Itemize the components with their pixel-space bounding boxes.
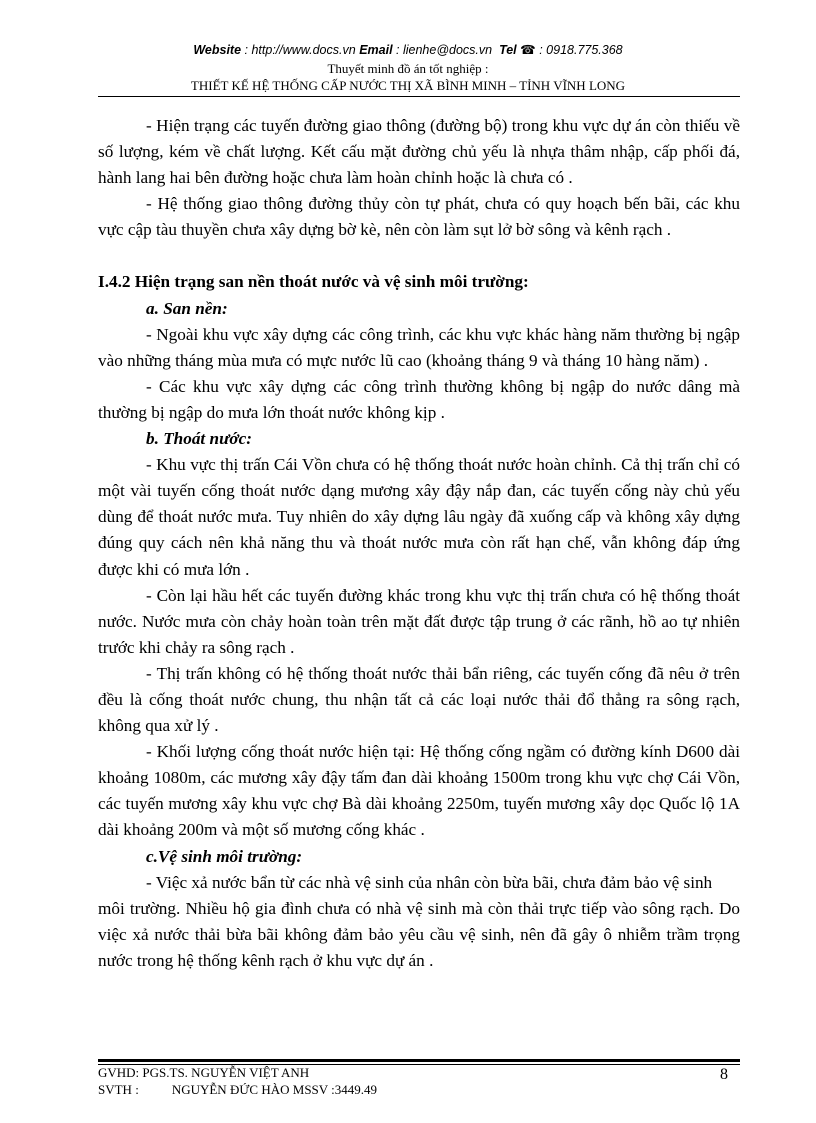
paragraph: - Thị trấn không có hệ thống thoát nước thải bẩn riêng, các tuyến cống đã nêu ở trên đều là cống thoát nước chung, thu nhận tất cả các loại nước thải đổ thẳng ra sông rạch, không qua xử lý . [98, 663, 740, 736]
footer-student-label: SVTH : [98, 1082, 139, 1097]
subheading-ve-sinh: c.Vệ sinh môi trường: [146, 846, 303, 866]
footer-student-value: NGUYỄN ĐỨC HÀO MSSV :3449.49 [171, 1082, 378, 1097]
document-body [98, 113, 740, 974]
website-banner [0, 42, 816, 57]
footer-supervisor: GVHD: PGS.TS. NGUYỄN VIỆT ANH [98, 1065, 310, 1080]
page-number: 8 [720, 1066, 728, 1083]
paragraph: - Việc xả nước bẩn từ các nhà vệ sinh của nhân còn bừa bãi, chưa đảm bảo vệ sinh [146, 872, 713, 892]
email-value[interactable]: : lienhe@docs.vn [396, 43, 493, 57]
header-title: THIẾT KẾ HỆ THỐNG CẤP NƯỚC THỊ XÃ BÌNH MINH – TỈNH VĨNH LONG [190, 78, 626, 93]
footer-student [98, 1082, 377, 1098]
phone-icon: ☎ [520, 43, 536, 57]
tel-value: : 0918.775.368 [539, 43, 623, 57]
paragraph: môi trường. Nhiều hộ gia đình chưa có nhà vệ sinh mà còn thải trực tiếp vào sông rạch. Do việc xả nước thải bừa bãi không đảm bảo yêu cầu vệ sinh, nên đã gây ô nhiễm trầm trọng nước trong hệ thống kênh rạch ở khu vực dự án . [98, 898, 740, 970]
paragraph: - Hệ thống giao thông đường thủy còn tự phát, chưa có quy hoạch bến bãi, các khu vực cập tàu thuyền chưa xây dựng bờ kè, nên còn làm sụt lở bờ sông và kênh rạch . [98, 194, 740, 240]
subheading-thoat-nuoc: b. Thoát nước: [146, 429, 252, 449]
paragraph: - Các khu vực xây dựng các công trình thường không bị ngập do nước dâng mà thường bị ngập do mưa lớn thoát nước không kịp . [98, 376, 740, 422]
website-label: Website [193, 43, 242, 57]
header-subtitle: Thuyết minh đồ án tốt nghiệp : [327, 61, 489, 76]
website-url[interactable]: : http://www.docs.vn [244, 43, 356, 57]
tel-label: Tel [499, 43, 517, 57]
header-divider [98, 96, 740, 97]
section-heading: I.4.2 Hiện trạng san nền thoát nước và vệ sinh môi trường: [98, 272, 529, 292]
email-label: Email [359, 43, 393, 57]
paragraph: - Hiện trạng các tuyến đường giao thông (đường bộ) trong khu vực dự án còn thiếu về số lượng, kém về chất lượng. Kết cấu mặt đường chủ yếu là nhựa thâm nhập, cấp phối đá, hành lang hai bên đường hoặc chưa làm hoàn chỉnh hoặc là chưa có . [98, 116, 740, 188]
footer-divider-thick [98, 1059, 740, 1062]
subheading-san-nen: a. San nền: [146, 298, 228, 318]
paragraph: - Còn lại hầu hết các tuyến đường khác trong khu vực thị trấn chưa có hệ thống thoát nước. Nước mưa còn chảy hoàn toàn trên mặt đất được tập trung ở các rãnh, hồ ao tự nhiên trước khi chảy ra sông rạch . [98, 585, 740, 657]
paragraph: - Khối lượng cống thoát nước hiện tại: Hệ thống cống ngầm có đường kính D600 dài khoảng 1080m, các mương xây đậy tấm đan dài khoảng 1500m trong khu vực chợ Cái Vồn, các tuyến mương xây khu vực chợ Bà dài khoảng 2250m, tuyến mương xây dọc Quốc lộ 1A dài khoảng 200m và một số mương cống khác . [98, 742, 740, 840]
paragraph: - Ngoài khu vực xây dựng các công trình, các khu vực khác hàng năm thường bị ngập vào những tháng mùa mưa có mực nước lũ cao (khoảng tháng 9 và tháng 10 hàng năm) . [98, 324, 740, 370]
paragraph: - Khu vực thị trấn Cái Vồn chưa có hệ thống thoát nước hoàn chỉnh. Cả thị trấn chỉ có một vài tuyến cống thoát nước dạng mương xây đậy nắp đan, các tuyến cống này chủ yếu dùng để thoát nước mưa. Tuy nhiên do xây dựng lâu ngày đã xuống cấp và không xây dựng đúng quy cách nên khả năng thu và thoát nước mưa còn rất hạn chế, vẫn không đáp ứng được khi có mưa lớn . [98, 455, 740, 579]
